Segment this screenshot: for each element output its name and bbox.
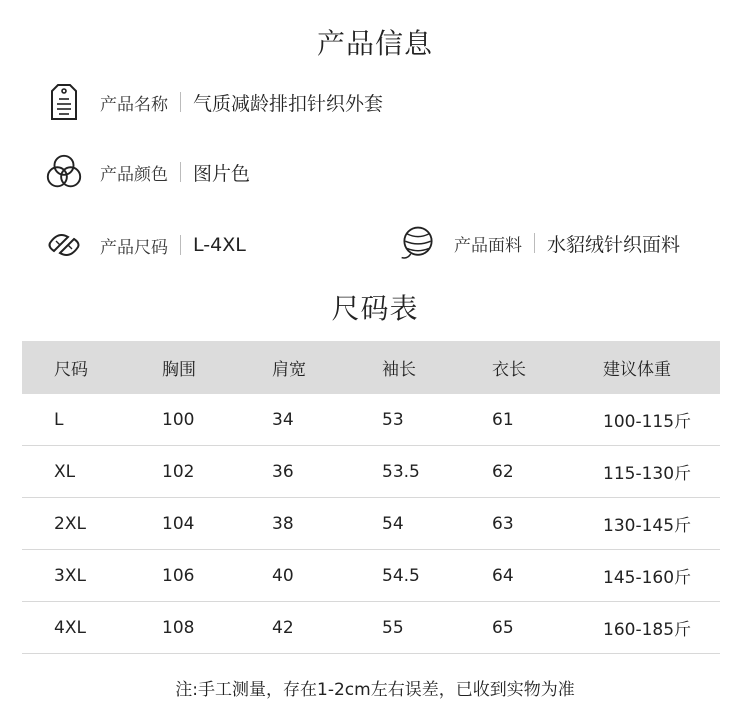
value-product-fabric: 水貂绒针织面料 [547, 233, 681, 256]
info-row-name [44, 82, 383, 122]
table-row [22, 446, 720, 498]
table-cell: 108 [162, 617, 195, 638]
table-cell: 53 [382, 409, 404, 430]
yarn-ball-icon [398, 223, 438, 263]
label-product-size: 产品尺码 [100, 237, 168, 258]
table-cell: 61 [492, 409, 514, 430]
label-product-color: 产品颜色 [100, 164, 168, 185]
table-cell: 145-160斤 [603, 568, 692, 588]
separator [534, 233, 535, 253]
header-size: 尺码 [54, 360, 88, 380]
table-cell: 55 [382, 617, 404, 638]
label-product-fabric: 产品面料 [454, 235, 522, 256]
table-cell: 104 [162, 513, 195, 534]
fabric-stretch-icon [44, 225, 84, 265]
separator [180, 92, 181, 112]
info-row-fabric [398, 223, 680, 263]
price-tag-icon [44, 82, 84, 122]
table-cell: 160-185斤 [603, 620, 692, 640]
table-cell: 3XL [54, 565, 86, 586]
table-cell: 130-145斤 [603, 516, 692, 536]
table-cell: XL [54, 461, 76, 482]
table-cell: 64 [492, 565, 514, 586]
info-row-size [44, 225, 246, 265]
table-cell: 65 [492, 617, 514, 638]
table-cell: 63 [492, 513, 514, 534]
table-cell: 54 [382, 513, 404, 534]
header-bust: 胸围 [162, 360, 196, 380]
header-shoulder: 肩宽 [272, 360, 306, 380]
size-table [22, 341, 720, 654]
info-row-color [44, 152, 250, 192]
value-product-color: 图片色 [193, 162, 251, 185]
table-cell: 62 [492, 461, 514, 482]
header-length: 衣长 [492, 360, 526, 380]
table-cell: 100-115斤 [603, 412, 692, 432]
table-header-row [22, 341, 720, 394]
section-title-product-info: 产品信息 [316, 27, 433, 60]
header-sleeve: 袖长 [382, 360, 416, 380]
section-title-size-chart: 尺码表 [331, 292, 419, 325]
color-circles-icon [44, 152, 84, 192]
measurement-note: 注:手工测量，存在1-2cm左右误差，已收到实物为准 [175, 680, 575, 700]
table-cell: 53.5 [382, 461, 420, 482]
table-cell: 34 [272, 409, 294, 430]
table-cell: L [54, 409, 64, 430]
value-product-name: 气质减龄排扣针织外套 [193, 92, 384, 115]
table-row [22, 602, 720, 654]
table-cell: 115-130斤 [603, 464, 692, 484]
table-row [22, 498, 720, 550]
table-cell: 54.5 [382, 565, 420, 586]
table-cell: 106 [162, 565, 195, 586]
table-row [22, 550, 720, 602]
value-product-size: L-4XL [193, 234, 246, 256]
table-cell: 38 [272, 513, 294, 534]
table-cell: 40 [272, 565, 294, 586]
table-row [22, 394, 720, 446]
label-product-name: 产品名称 [100, 94, 168, 115]
header-weight: 建议体重 [603, 360, 671, 380]
table-cell: 36 [272, 461, 294, 482]
table-cell: 102 [162, 461, 195, 482]
separator [180, 235, 181, 255]
table-cell: 42 [272, 617, 294, 638]
table-cell: 4XL [54, 617, 86, 638]
table-cell: 2XL [54, 513, 86, 534]
table-cell: 100 [162, 409, 195, 430]
separator [180, 162, 181, 182]
